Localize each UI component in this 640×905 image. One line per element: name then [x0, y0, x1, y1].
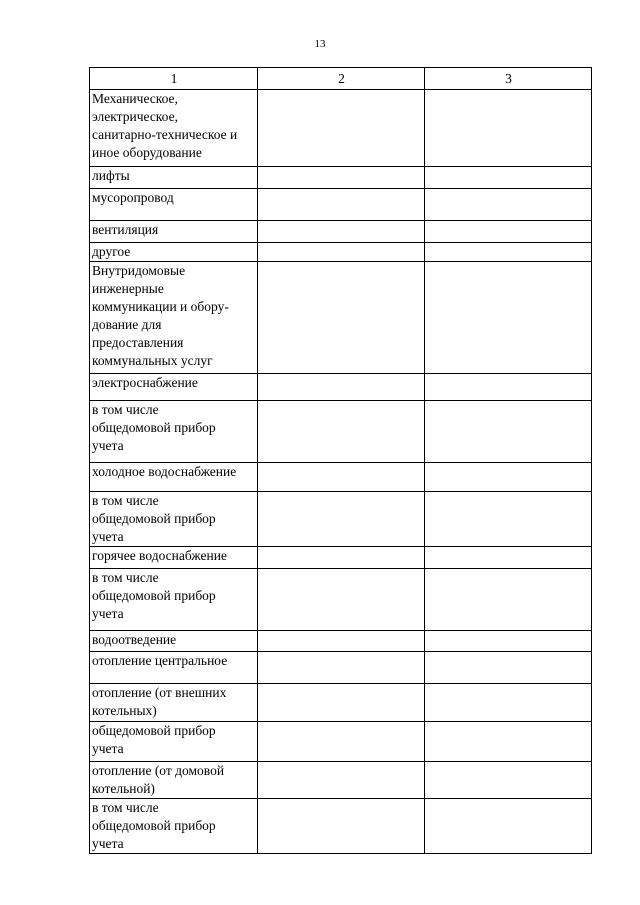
table-cell — [425, 189, 592, 221]
row-label: в том числе общедомовой прибор учета — [90, 401, 258, 463]
table-cell — [425, 463, 592, 492]
table-row — [90, 762, 592, 799]
row-label: отопление центральное — [90, 652, 258, 684]
row-label: водоотведение — [90, 631, 258, 652]
row-label: другое — [90, 243, 258, 262]
table-cell — [258, 547, 425, 569]
table-cell — [258, 492, 425, 547]
table-cell — [258, 243, 425, 262]
table-row — [90, 374, 592, 401]
column-header-2: 2 — [258, 68, 425, 90]
table-row — [90, 799, 592, 854]
table-cell — [425, 90, 592, 167]
row-label: отопление (от домовой котельной) — [90, 762, 258, 799]
table-cell — [258, 722, 425, 762]
row-label: вентиляция — [90, 221, 258, 243]
table-cell — [425, 492, 592, 547]
row-label: отопление (от внешних котельных) — [90, 684, 258, 722]
row-label: общедомовой прибор учета — [90, 722, 258, 762]
table-cell — [425, 722, 592, 762]
table-row — [90, 243, 592, 262]
table-cell — [425, 167, 592, 189]
table-row — [90, 722, 592, 762]
row-label: холодное водоснабжение — [90, 463, 258, 492]
row-label: электроснабжение — [90, 374, 258, 401]
table-cell — [425, 547, 592, 569]
table-cell — [258, 221, 425, 243]
table-cell — [258, 631, 425, 652]
table-cell — [425, 762, 592, 799]
table-cell — [425, 262, 592, 374]
table-cell — [258, 569, 425, 631]
column-header-3: 3 — [425, 68, 592, 90]
page-number: 13 — [314, 38, 326, 50]
table-row — [90, 90, 592, 167]
table-cell — [425, 631, 592, 652]
table-cell — [425, 684, 592, 722]
row-label: в том числе общедомовой прибор учета — [90, 799, 258, 854]
table-row — [90, 631, 592, 652]
table-row — [90, 652, 592, 684]
table-row — [90, 167, 592, 189]
header-row — [90, 68, 592, 90]
table-cell — [258, 189, 425, 221]
table-cell — [425, 374, 592, 401]
table-cell — [258, 90, 425, 167]
table-row — [90, 189, 592, 221]
table-cell — [425, 243, 592, 262]
table-cell — [258, 463, 425, 492]
table-row — [90, 401, 592, 463]
row-label: лифты — [90, 167, 258, 189]
row-label: Внутридомовые инженерные коммуникации и обору- дование для предоставления коммунальных услуг — [90, 262, 258, 374]
table-row — [90, 547, 592, 569]
table-cell — [258, 652, 425, 684]
table-row — [90, 262, 592, 374]
table-cell — [425, 652, 592, 684]
table-row — [90, 569, 592, 631]
table-cell — [258, 762, 425, 799]
column-header-1: 1 — [90, 68, 258, 90]
table-cell — [258, 262, 425, 374]
row-label: горячее водоснабжение — [90, 547, 258, 569]
table-row — [90, 221, 592, 243]
table-cell — [425, 569, 592, 631]
table-row — [90, 463, 592, 492]
table-row — [90, 492, 592, 547]
table-cell — [258, 374, 425, 401]
table-cell — [258, 799, 425, 854]
form-table — [89, 67, 592, 854]
table-cell — [425, 401, 592, 463]
row-label: в том числе общедомовой прибор учета — [90, 569, 258, 631]
table-cell — [258, 167, 425, 189]
row-label: Механическое, электрическое, санитарно-техническое и иное оборудование — [90, 90, 258, 167]
table-cell — [258, 684, 425, 722]
table-row — [90, 684, 592, 722]
row-label: в том числе общедомовой прибор учета — [90, 492, 258, 547]
table-cell — [425, 799, 592, 854]
table-cell — [258, 401, 425, 463]
row-label: мусоропровод — [90, 189, 258, 221]
table-cell — [425, 221, 592, 243]
